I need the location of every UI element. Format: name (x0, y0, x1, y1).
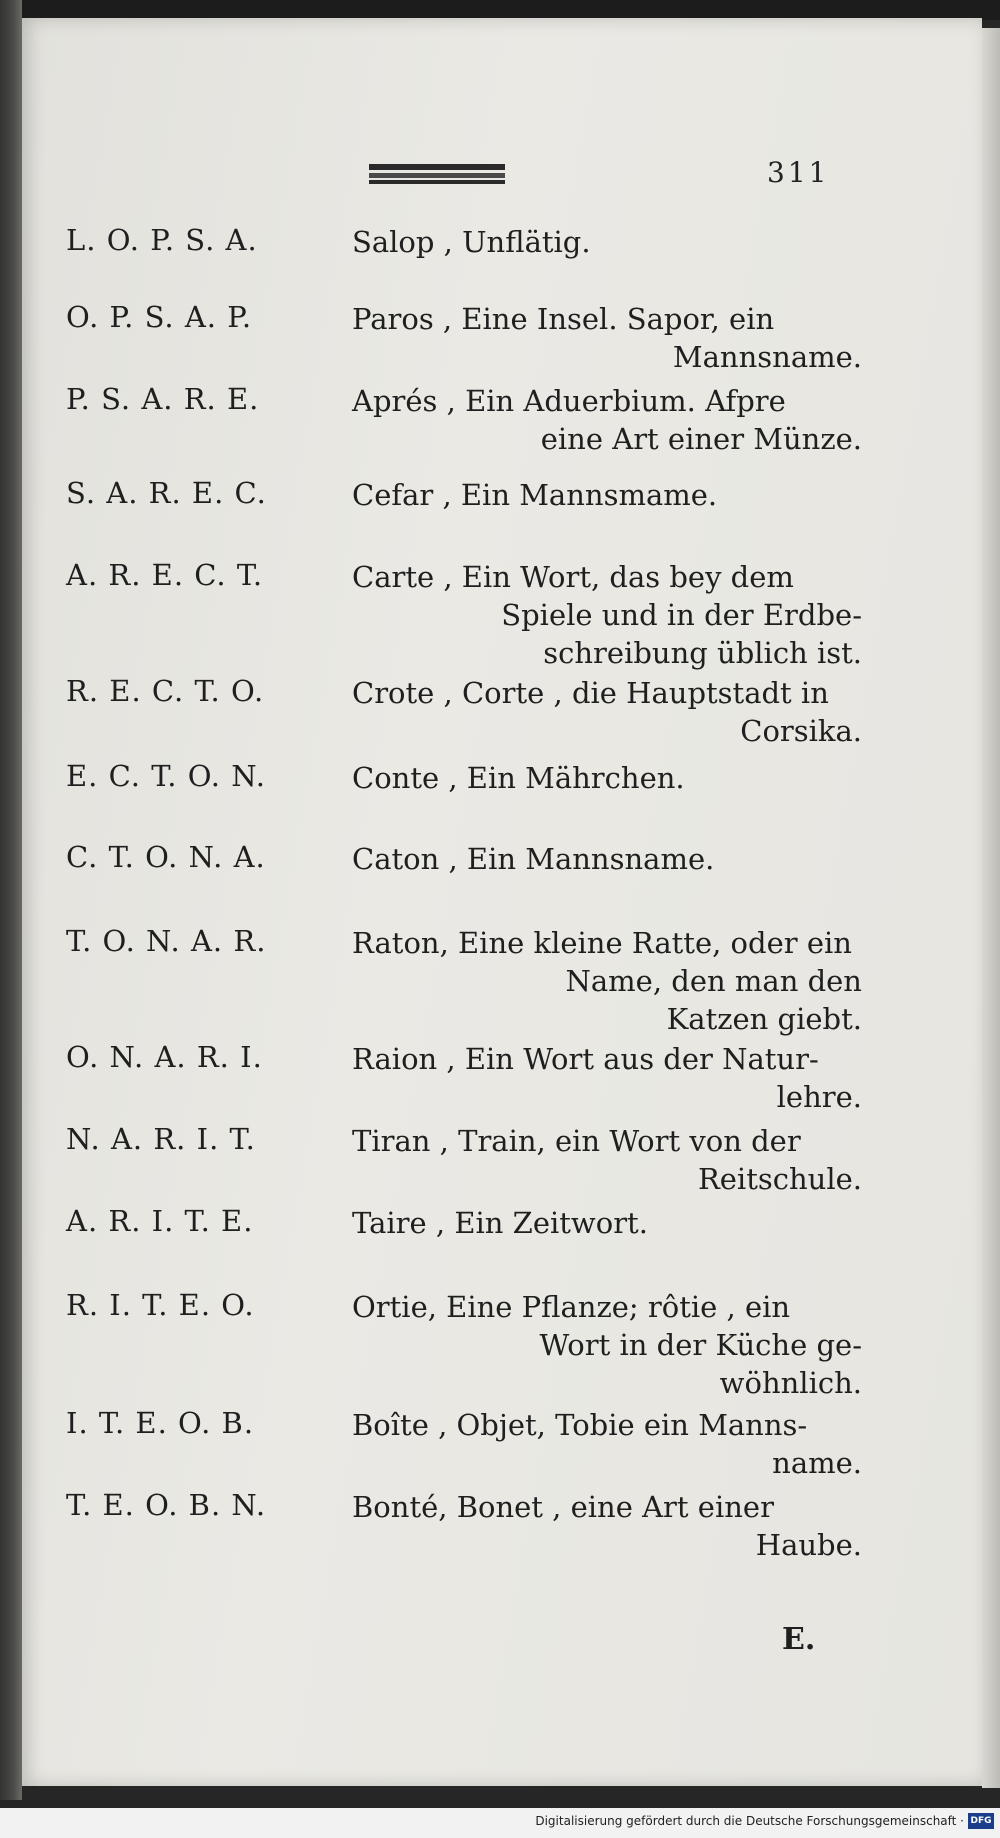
page-number: 311 (767, 156, 830, 189)
entry-word-line: Crote , Corte , die Hauptstadt in (352, 676, 829, 710)
entry-words (352, 558, 862, 672)
entry-word-continuation: Reitschule. (697, 1162, 862, 1196)
entry-letters: O. P. S. A. P. (66, 300, 253, 334)
entry-words (352, 476, 862, 514)
entry-word-line: Bonté, Bonet , eine Art einer (352, 1490, 774, 1524)
book-page (22, 18, 982, 1786)
entry-word-continuation: Wort in der Küche ge- (539, 1328, 862, 1362)
entry-words (352, 1288, 862, 1402)
entry-letters: A. R. E. C. T. (66, 558, 264, 592)
entry-word-continuation: name. (772, 1446, 862, 1480)
anagram-list (22, 18, 982, 1718)
entry-word-continuation: lehre. (776, 1080, 862, 1114)
entry-letters: L. O. P. S. A. (66, 223, 258, 257)
entry-words (352, 223, 862, 261)
entry-word-line: Paros , Eine Insel. Sapor, ein (352, 302, 775, 336)
scan-border-top (0, 0, 1000, 20)
entry-letters: E. C. T. O. N. (66, 759, 266, 793)
entry-word-line: Caton , Ein Mannsname. (352, 842, 715, 876)
entry-words (352, 300, 862, 376)
entry-word-continuation: Haube. (755, 1528, 862, 1562)
entry-words (352, 1040, 862, 1116)
book-spine (0, 0, 22, 1800)
entry-word-line: Conte , Ein Mährchen. (352, 761, 685, 795)
entry-words (352, 1204, 862, 1242)
entry-letters: R. E. C. T. O. (66, 674, 265, 708)
entry-word-continuation: Mannsname. (672, 340, 862, 374)
entry-letters: R. I. T. E. O. (66, 1288, 255, 1322)
entry-letters: C. T. O. N. A. (66, 840, 266, 874)
entry-words (352, 1406, 862, 1482)
page-edge (982, 28, 1000, 1788)
entry-words (352, 382, 862, 458)
entry-word-line: Raion , Ein Wort aus der Natur- (352, 1042, 819, 1076)
entry-letters: P. S. A. R. E. (66, 382, 260, 416)
entry-letters: S. A. R. E. C. (66, 476, 267, 510)
entry-word-line: Taire , Ein Zeitwort. (352, 1206, 648, 1240)
entry-words (352, 924, 862, 1038)
entry-words (352, 1488, 862, 1564)
entry-word-line: Salop , Unflätig. (352, 225, 591, 259)
entry-letters: I. T. E. O. B. (66, 1406, 255, 1440)
entry-letters: A. R. I. T. E. (66, 1204, 254, 1238)
entry-word-line: Boîte , Objet, Tobie ein Manns- (352, 1408, 808, 1442)
entry-word-continuation: Name, den man den (565, 964, 862, 998)
entry-word-line: Ortie, Eine Pflanze; rôtie , ein (352, 1290, 791, 1324)
entry-letters: T. O. N. A. R. (66, 924, 267, 958)
catchword: E. (782, 1622, 816, 1657)
entry-word-line: Carte , Ein Wort, das bey dem (352, 560, 794, 594)
footer-credit: Digitalisierung gefördert durch die Deutsche Forschungsgemeinschaft · (535, 1814, 964, 1828)
entry-word-line: Raton, Eine kleine Ratte, oder ein (352, 926, 852, 960)
entry-letters: T. E. O. B. N. (66, 1488, 267, 1522)
entry-word-continuation: schreibung üblich ist. (543, 636, 862, 670)
entry-word-continuation: wöhnlich. (719, 1366, 862, 1400)
entry-word-continuation: eine Art einer Münze. (540, 422, 862, 456)
entry-words (352, 759, 862, 797)
entry-words (352, 840, 862, 878)
entry-word-continuation: Corsika. (740, 714, 862, 748)
entry-words (352, 674, 862, 750)
entry-word-line: Aprés , Ein Aduerbium. Afpre (352, 384, 786, 418)
entry-words (352, 1122, 862, 1198)
entry-word-line: Tiran , Train, ein Wort von der (352, 1124, 801, 1158)
entry-word-continuation: Spiele und in der Erdbe- (501, 598, 862, 632)
entry-letters: N. A. R. I. T. (66, 1122, 256, 1156)
entry-word-line: Cefar , Ein Mannsmame. (352, 478, 718, 512)
dfg-logo: DFG (968, 1813, 994, 1829)
digitization-footer (0, 1808, 1000, 1838)
entry-word-continuation: Katzen giebt. (666, 1002, 862, 1036)
entry-letters: O. N. A. R. I. (66, 1040, 263, 1074)
